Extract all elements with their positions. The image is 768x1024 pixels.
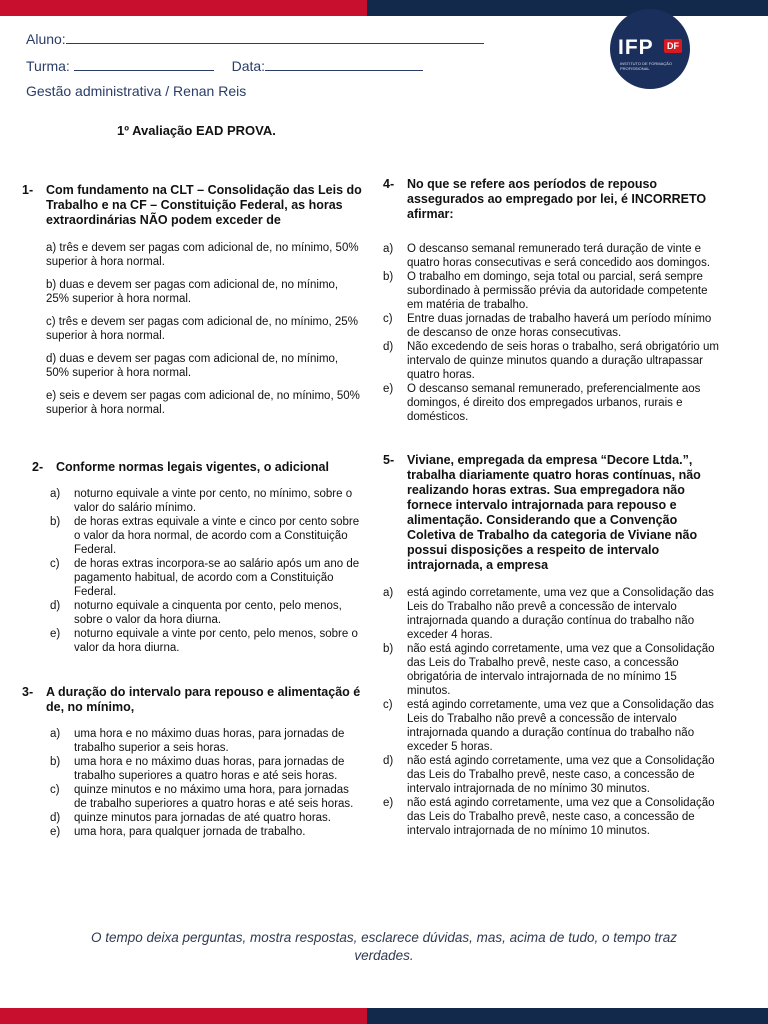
logo-tag: DF [664, 39, 682, 53]
option-letter: b) [383, 271, 394, 283]
question-stem: No que se refere aos períodos de repouso assegurados ao empregado por lei, é INCORRETO afirmar: [407, 177, 707, 221]
option-letter: d) [383, 341, 394, 353]
question-number: 4- [383, 177, 395, 191]
question-3 [22, 685, 362, 839]
option-e[interactable] [50, 825, 362, 839]
option-e[interactable] [383, 796, 723, 838]
option-text: O trabalho em domingo, seja total ou parcial, será sempre subordinado à permissão prévia da autoridade competente em matéria de trabalho. [407, 271, 708, 311]
turma-label: Turma: [26, 58, 70, 74]
footer-quote: O tempo deixa perguntas, mostra respostas, esclarece dúvidas, mas, acima de tudo, o tempo traz verdades. [90, 930, 678, 963]
option-text: uma hora e no máximo duas horas, para jornadas de trabalho superiores a quatro horas e até seis horas. [74, 756, 345, 782]
course-line: Gestão administrativa / Renan Reis [26, 83, 247, 99]
option-text: não está agindo corretamente, uma vez que a Consolidação das Leis do Trabalho prevê, neste caso, a concessão de intervalo intrajornada de no mínimo 10 minutos. [407, 797, 715, 837]
data-field[interactable] [265, 58, 423, 71]
option-text: Não excedendo de seis horas o trabalho, será obrigatório um intervalo de quinze minutos quando a duração ultrapassar quatro horas. [407, 341, 719, 381]
option-text: O descanso semanal remunerado, preferencialmente aos domingos, é direito dos empregados urbanos, rurais e domésticos. [407, 383, 701, 423]
option-d[interactable]: d) duas e devem ser pagas com adicional de, no mínimo, 50% superior à hora normal. [46, 353, 339, 379]
question-number: 5- [383, 453, 395, 467]
option-d[interactable] [50, 811, 362, 825]
option-a[interactable]: a) três e devem ser pagas com adicional de, no mínimo, 50% superior à hora normal. [46, 242, 359, 268]
option-text: não está agindo corretamente, uma vez que a Consolidação das Leis do Trabalho prevê, neste caso, a concessão de intervalo intrajornada de no mínimo 30 minutos. [407, 755, 715, 795]
option-letter: b) [50, 756, 61, 768]
option-text: uma hora, para qualquer jornada de trabalho. [74, 826, 306, 838]
option-c[interactable] [50, 557, 362, 599]
turma-data-line [26, 58, 423, 74]
option-letter: e) [50, 826, 61, 838]
option-b[interactable] [383, 642, 723, 698]
option-letter: d) [50, 812, 61, 824]
question-stem: Conforme normas legais vigentes, o adicional [56, 460, 329, 474]
option-text: de horas extras equivale a vinte e cinco por cento sobre o valor da hora normal, de acordo com a Constituição Federal. [74, 516, 360, 556]
question-5 [383, 453, 723, 838]
question-stem: A duração do intervalo para repouso e alimentação é de, no mínimo, [46, 685, 361, 714]
option-e[interactable] [50, 627, 362, 655]
logo-brand: IFP [618, 36, 654, 59]
question-1 [22, 183, 362, 417]
option-b[interactable] [383, 270, 720, 312]
option-letter: e) [50, 628, 61, 640]
option-a[interactable] [50, 727, 362, 755]
option-letter: a) [50, 728, 61, 740]
question-stem: Com fundamento na CLT – Consolidação das Leis do Trabalho e na CF – Constituição Federal, as horas extraordinárias NÃO podem exceder de [46, 183, 362, 227]
option-a[interactable] [383, 586, 723, 642]
option-text: quinze minutos e no máximo uma hora, para jornadas de trabalho superiores a quatro horas e até seis horas. [74, 784, 354, 810]
option-b[interactable] [50, 755, 362, 783]
top-bar-red [0, 0, 367, 16]
option-text: não está agindo corretamente, uma vez que a Consolidação das Leis do Trabalho prevê, neste caso, a concessão obrigatória de intervalo intrajornada de no mínimo 15 minutos. [407, 643, 715, 697]
option-d[interactable] [383, 754, 723, 796]
option-text: está agindo corretamente, uma vez que a Consolidação das Leis do Trabalho não prevê a concessão de intervalo intrajornada quando a duração contínua do trabalho não exceder 4 horas. [407, 587, 714, 641]
option-letter: a) [383, 243, 394, 255]
bottom-bar-red [0, 1008, 367, 1024]
aluno-field[interactable] [66, 31, 484, 44]
option-text: noturno equivale a vinte por cento, no mínimo, sobre o valor do salário mínimo. [74, 488, 353, 514]
option-c[interactable] [383, 312, 720, 340]
option-letter: c) [50, 558, 60, 570]
option-e[interactable]: e) seis e devem ser pagas com adicional de, no mínimo, 50% superior à hora normal. [46, 390, 360, 416]
option-letter: d) [383, 755, 394, 767]
question-stem: Viviane, empregada da empresa “Decore Ltda.”, trabalha diariamente quatro horas contínuas, não realizando horas extras. Sua empregadora não fornece intervalo intrajornada para repouso e alimentação. Considerando que a Convenção Coletiva de Trabalho da categoria de Viviane não possui disposições a respeito de intervalo intrajornada, a empresa [407, 453, 701, 572]
option-text: quinze minutos para jornadas de até quatro horas. [74, 812, 331, 824]
option-text: noturno equivale a cinquenta por cento, pelo menos, sobre o valor da hora diurna. [74, 600, 342, 626]
option-d[interactable] [383, 340, 720, 382]
option-c[interactable]: c) três e devem ser pagas com adicional de, no mínimo, 25% superior à hora normal. [46, 316, 358, 342]
top-bar-navy [367, 0, 768, 16]
option-letter: e) [383, 797, 394, 809]
option-text: uma hora e no máximo duas horas, para jornadas de trabalho superior a seis horas. [74, 728, 345, 754]
bottom-bar-navy [367, 1008, 768, 1024]
option-text: noturno equivale a vinte por cento, pelo menos, sobre o valor da hora diurna. [74, 628, 358, 654]
logo-subtitle: INSTITUTO DE FORMAÇÃO PROFISSIONAL [620, 61, 672, 71]
option-letter: d) [50, 600, 61, 612]
bottom-color-bar [0, 1008, 768, 1024]
question-number: 3- [22, 685, 34, 699]
option-letter: e) [383, 383, 394, 395]
option-d[interactable] [50, 599, 362, 627]
option-b[interactable]: b) duas e devem ser pagas com adicional de, no mínimo, 25% superior à hora normal. [46, 279, 339, 305]
option-text: Entre duas jornadas de trabalho haverá um período mínimo de descanso de onze horas consecutivas. [407, 313, 712, 339]
option-a[interactable] [50, 487, 362, 515]
ifp-df-logo [610, 9, 690, 89]
option-c[interactable] [383, 698, 723, 754]
question-2 [32, 460, 362, 655]
option-letter: b) [383, 643, 394, 655]
aluno-label: Aluno: [26, 31, 66, 47]
question-number: 2- [32, 460, 44, 474]
data-label: Data: [231, 58, 266, 74]
option-text: está agindo corretamente, uma vez que a Consolidação das Leis do Trabalho não prevê a concessão de intervalo intrajornada quando a duração contínua do trabalho não exceder 5 horas. [407, 699, 714, 753]
question-4 [383, 177, 720, 424]
option-letter: c) [50, 784, 60, 796]
option-letter: a) [50, 488, 61, 500]
question-number: 1- [22, 183, 34, 197]
option-letter: c) [383, 313, 393, 325]
option-letter: c) [383, 699, 393, 711]
exam-title: 1º Avaliação EAD PROVA. [117, 123, 276, 138]
option-a[interactable] [383, 242, 720, 270]
turma-field[interactable] [74, 58, 214, 71]
aluno-line [26, 31, 484, 47]
option-c[interactable] [50, 783, 362, 811]
option-b[interactable] [50, 515, 362, 557]
option-letter: a) [383, 587, 394, 599]
option-text: O descanso semanal remunerado terá duração de vinte e quatro horas consecutivas e será concedido aos domingos. [407, 243, 711, 269]
option-e[interactable] [383, 382, 720, 424]
option-letter: b) [50, 516, 61, 528]
option-text: de horas extras incorpora-se ao salário após um ano de pagamento habitual, de acordo com a Constituição Federal. [74, 558, 360, 598]
